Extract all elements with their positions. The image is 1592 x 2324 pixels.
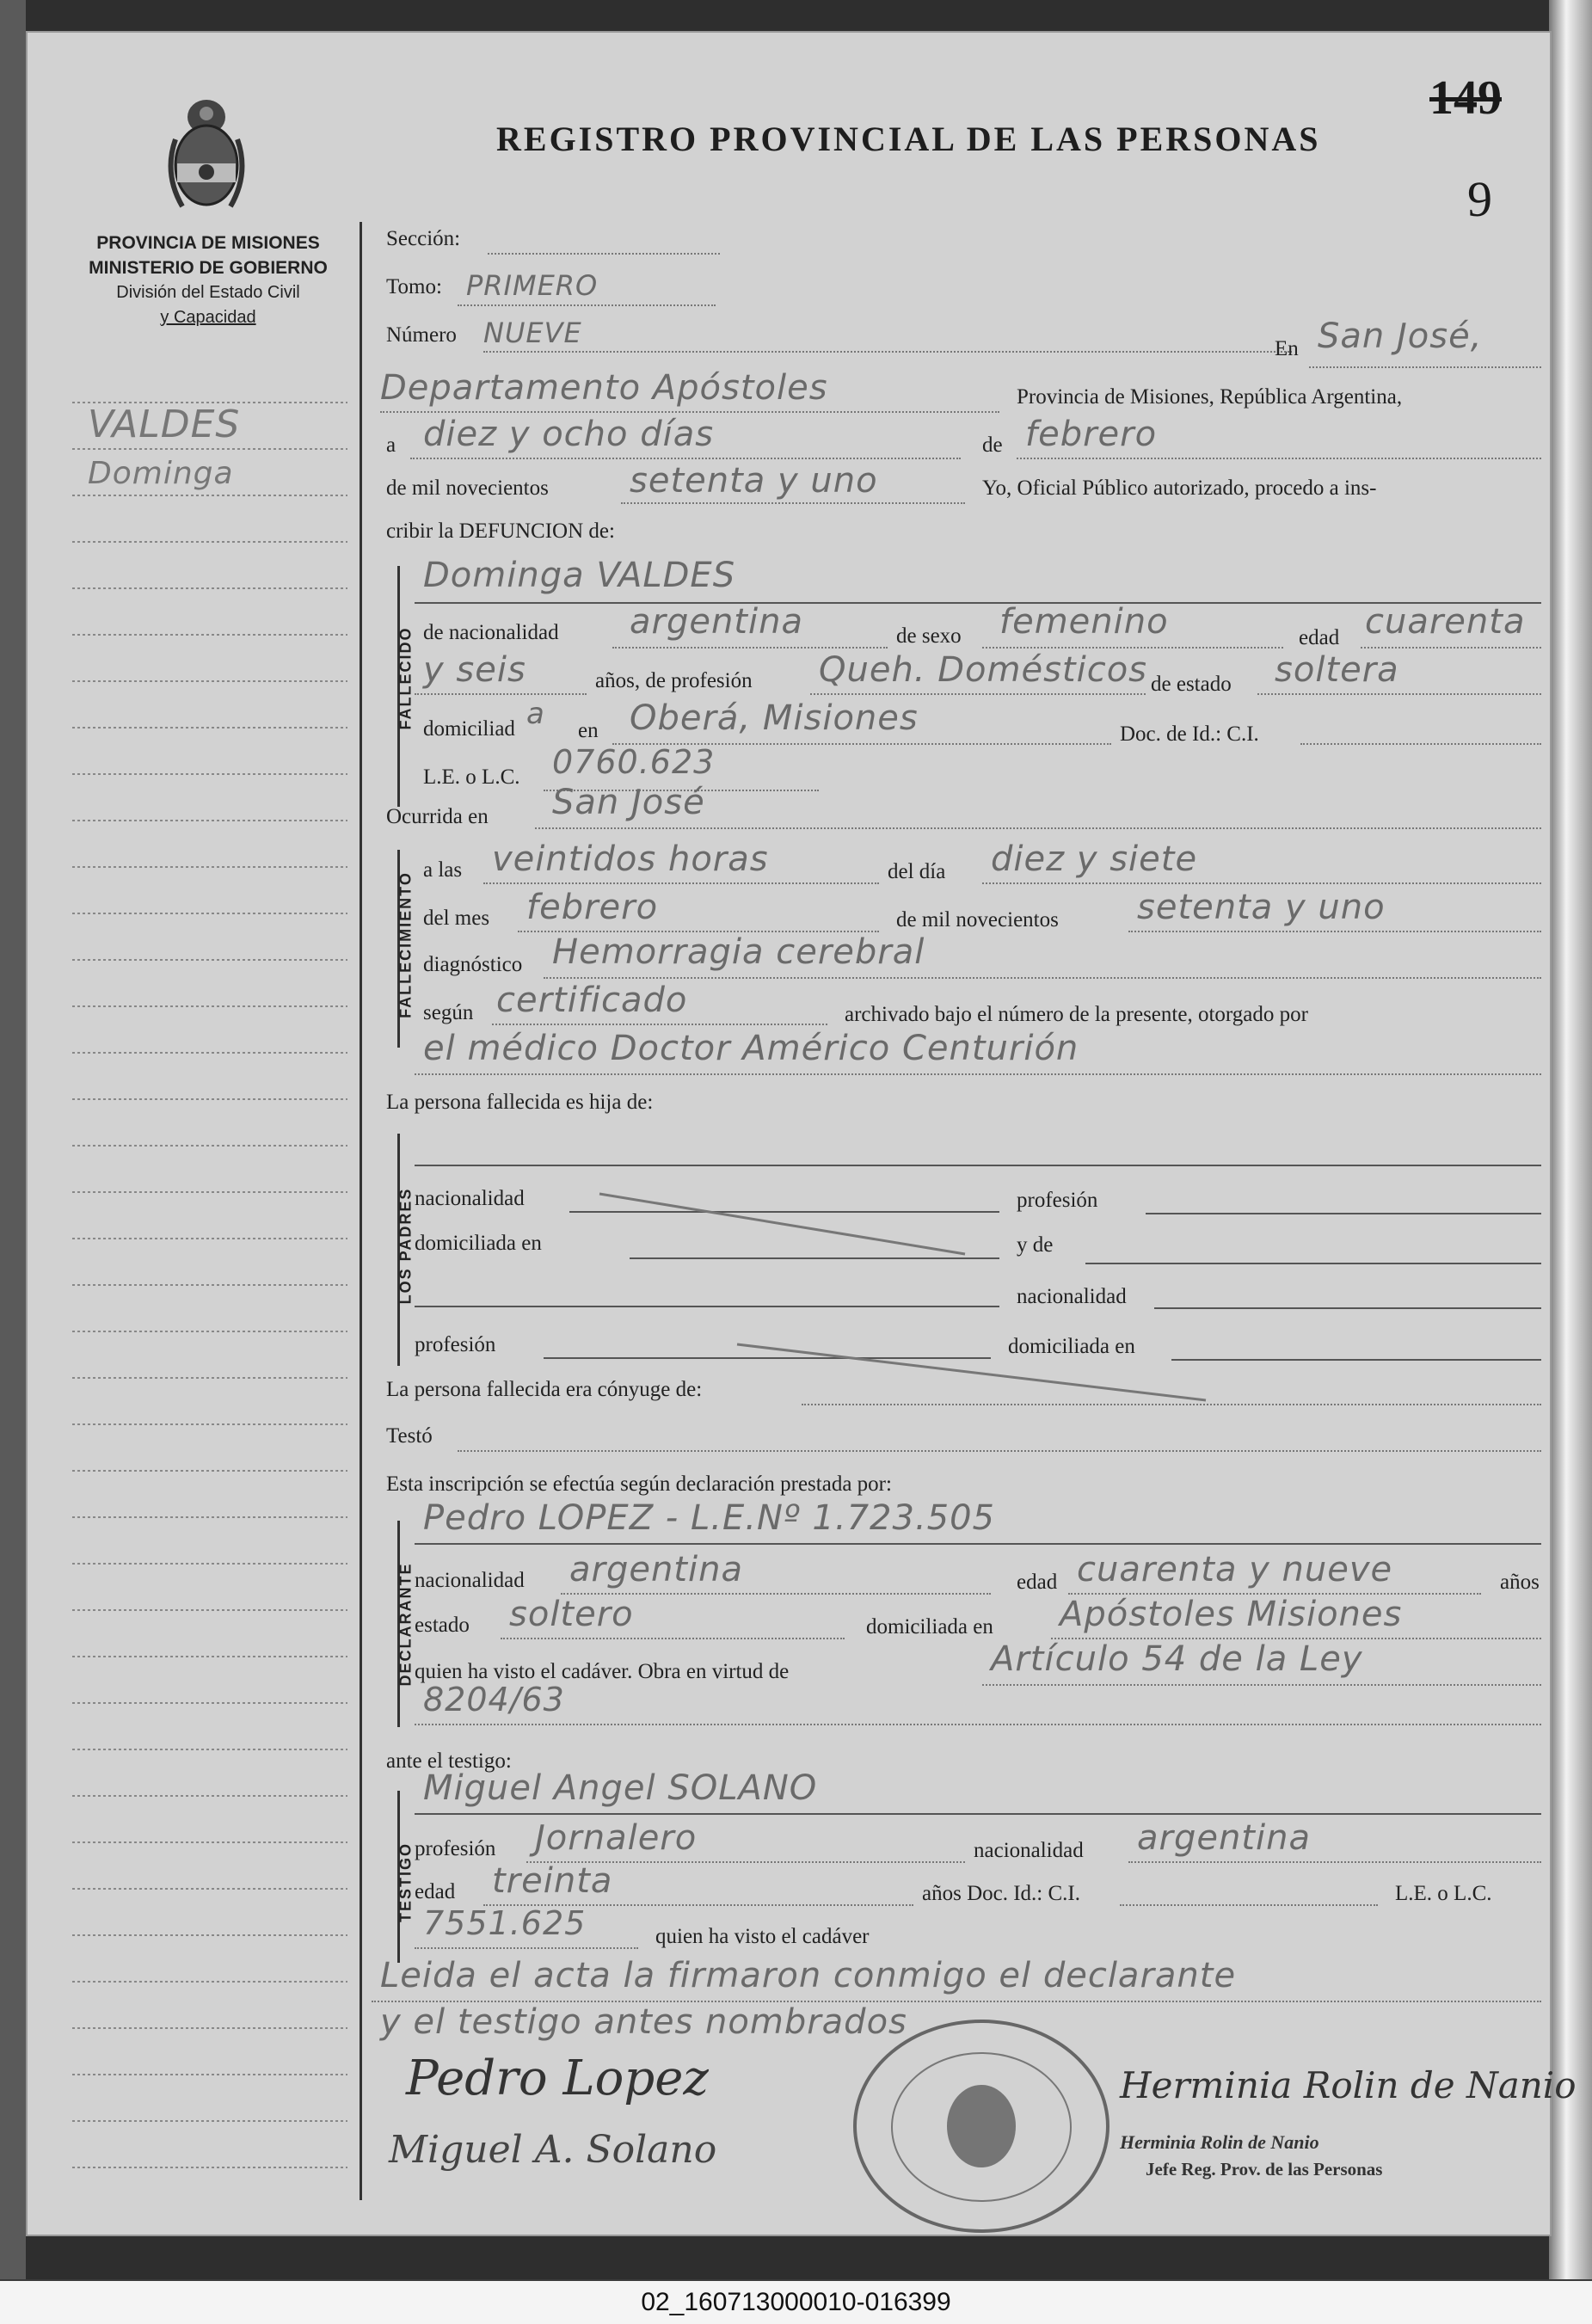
- label-cribir: cribir la DEFUNCION de:: [386, 520, 615, 543]
- line-nacionalidad: [612, 647, 888, 649]
- label-dec-estado: estado: [415, 1614, 470, 1637]
- value-edad2: y seis: [423, 650, 526, 690]
- line-tes-ci: [1120, 1904, 1378, 1906]
- margin-surname: VALDES: [88, 403, 241, 446]
- signature-declarante: Pedro Lopez: [406, 2050, 709, 2106]
- label-tes-anos: años Doc. Id.: C.I.: [922, 1882, 1080, 1905]
- label-segun: según: [423, 1001, 474, 1024]
- value-tes-edad: treinta: [492, 1861, 613, 1901]
- label-ante-testigo: ante el testigo:: [386, 1749, 512, 1773]
- value-ocurrida: San José: [552, 783, 705, 822]
- value-dec-nacionalidad: argentina: [569, 1550, 743, 1589]
- value-dec-domicilio: Apóstoles Misiones: [1060, 1595, 1403, 1634]
- label-seccion: Sección:: [386, 227, 461, 250]
- label-de-estado: de estado: [1151, 673, 1232, 696]
- label-hija-de: La persona fallecida es hija de:: [386, 1091, 654, 1114]
- line-padre-profesion: [1146, 1213, 1541, 1214]
- value-anio-fallec: setenta y uno: [1137, 888, 1386, 927]
- section-fallecimiento: FALLECIMIENTO: [396, 871, 415, 1018]
- folio-number: 9: [1467, 171, 1492, 227]
- official-name: Herminia Rolin de Nanio: [1120, 2131, 1319, 2153]
- line-dec-articulo: [982, 1684, 1541, 1686]
- label-testo: Testó: [386, 1424, 433, 1448]
- seal-emblem-icon: [938, 2079, 1024, 2173]
- label-tes-edad: edad: [415, 1880, 456, 1903]
- closing-line-1: Leida el acta la firmaron conmigo el declarante: [380, 1956, 1237, 1995]
- section-fallecido: FALLECIDO: [396, 626, 415, 730]
- line-dec-estado: [501, 1638, 845, 1639]
- label-madre-domiciliada: domiciliada en: [1008, 1335, 1135, 1358]
- value-domicilio: Oberá, Misiones: [630, 698, 919, 738]
- line-testigo: [415, 1813, 1541, 1815]
- label-dec-nacionalidad: nacionalidad: [415, 1569, 525, 1592]
- line-padre-nombre: [415, 1165, 1541, 1166]
- value-diagnostico: Hemorragia cerebral: [552, 932, 925, 972]
- signature-oficial: Herminia Rolin de Nanio: [1120, 2064, 1577, 2106]
- line-madre-nombre: [1085, 1263, 1541, 1264]
- line-tes-lc: [415, 1947, 638, 1949]
- line-estado: [1257, 693, 1541, 695]
- signature-testigo: Miguel A. Solano: [389, 2128, 717, 2172]
- value-declarante: Pedro LOPEZ - L.E.Nº 1.723.505: [423, 1498, 995, 1538]
- line-profesion: [810, 693, 1146, 695]
- value-hora: veintidos horas: [492, 839, 769, 879]
- label-dec-anos: años: [1500, 1571, 1540, 1594]
- label-inscripcion: Esta inscripción se efectúa según declaración prestada por:: [386, 1472, 892, 1496]
- label-en: En: [1275, 337, 1299, 360]
- label-a: a: [386, 433, 396, 457]
- death-certificate-page: [26, 31, 1577, 2236]
- label-anos-profesion: años, de profesión: [595, 669, 753, 692]
- label-diagnostico: diagnóstico: [423, 953, 523, 976]
- label-dec-domiciliada: domiciliada en: [866, 1615, 993, 1638]
- label-doc-id: Doc. de Id.: C.I.: [1120, 722, 1259, 746]
- value-nacionalidad: argentina: [630, 602, 803, 642]
- line-declarante: [415, 1543, 1541, 1545]
- label-padre-domiciliada: domiciliada en: [415, 1232, 542, 1255]
- label-a-las: a las: [423, 858, 463, 882]
- line-ocurrida: [535, 827, 1541, 829]
- line-padres-blank: [415, 1306, 999, 1307]
- label-de-mil2: de mil novecientos: [896, 908, 1059, 931]
- value-segun: certificado: [496, 981, 688, 1020]
- coat-of-arms-icon: [163, 88, 249, 217]
- line-edad2: [415, 693, 587, 695]
- label-de-nacionalidad: de nacionalidad: [423, 621, 559, 644]
- label-archivado: archivado bajo el número de la presente, otorgado por: [845, 1003, 1308, 1026]
- line-en: [1309, 366, 1541, 368]
- book-spine: [0, 0, 26, 2279]
- value-numero: NUEVE: [483, 317, 582, 349]
- value-testigo: Miguel Angel SOLANO: [423, 1768, 818, 1808]
- label-de: de: [982, 433, 1003, 457]
- department-block: [62, 231, 354, 330]
- label-madre-profesion: profesión: [415, 1333, 496, 1356]
- line-tomo: [458, 304, 716, 306]
- line-edad: [1361, 647, 1541, 649]
- label-padre-profesion: profesión: [1017, 1189, 1098, 1212]
- value-dec-edad: cuarenta y nueve: [1077, 1550, 1393, 1589]
- line-dec-ley: [415, 1724, 1541, 1725]
- value-mes: febrero: [1025, 415, 1158, 454]
- closing-line-2: y el testigo antes nombrados: [380, 2002, 907, 2042]
- label-tes-profesion: profesión: [415, 1837, 496, 1860]
- value-dia: diez y ocho días: [423, 415, 715, 454]
- crossout-line-1: [595, 1185, 974, 1263]
- value-lc: 0760.623: [552, 743, 716, 781]
- margin-divider: [360, 222, 362, 2200]
- line-anio: [621, 502, 965, 504]
- dept-province: PROVINCIA DE MISIONES: [96, 233, 320, 253]
- label-yo: Yo, Oficial Público autorizado, procedo a ins-: [982, 476, 1377, 500]
- line-dia: [410, 458, 961, 459]
- value-medico: el médico Doctor Américo Centurión: [423, 1029, 1079, 1068]
- page-edge: [1549, 0, 1592, 2279]
- line-anio-fallec: [1128, 931, 1541, 932]
- value-estado: soltera: [1275, 650, 1399, 690]
- line-numero: [483, 351, 1292, 353]
- label-tes-le: L.E. o L.C.: [1395, 1882, 1492, 1905]
- label-provincia: Provincia de Misiones, República Argentina,: [1017, 385, 1403, 409]
- label-domiciliad: domiciliad: [423, 717, 515, 741]
- label-ocurrida: Ocurrida en: [386, 805, 489, 828]
- value-tes-profesion: Jornalero: [535, 1818, 698, 1858]
- label-sexo: de sexo: [896, 624, 962, 648]
- line-segun: [492, 1024, 827, 1025]
- value-en: San José,: [1318, 317, 1483, 356]
- value-tomo: PRIMERO: [466, 269, 599, 302]
- label-le-lc: L.E. o L.C.: [423, 765, 520, 789]
- value-tes-lc: 7551.625: [423, 1904, 587, 1942]
- dept-division: División del Estado Civil: [116, 283, 300, 302]
- image-caption: 02_160713000010-016399: [0, 2281, 1592, 2324]
- crossout-line-2: [733, 1340, 1214, 1409]
- margin-given-name: Dominga: [88, 456, 234, 491]
- value-profesion: Queh. Domésticos: [819, 650, 1148, 690]
- line-seccion: [488, 253, 720, 255]
- value-edad: cuarenta: [1365, 602, 1526, 642]
- label-en2: en: [578, 719, 599, 742]
- line-tes-nacionalidad: [1128, 1861, 1541, 1863]
- label-conyuge: La persona fallecida era cónyuge de:: [386, 1378, 703, 1401]
- value-dia-fallec: diez y siete: [991, 839, 1198, 879]
- line-madre-nacionalidad: [1154, 1307, 1541, 1309]
- label-del-mes: del mes: [423, 907, 490, 930]
- value-domicilio-suffix: a: [526, 697, 545, 731]
- label-tes-nacionalidad: nacionalidad: [974, 1839, 1084, 1862]
- value-mes-fallec: febrero: [526, 888, 659, 927]
- label-tes-visto: quien ha visto el cadáver: [655, 1925, 870, 1948]
- value-dec-estado: soltero: [509, 1595, 634, 1634]
- line-medico: [415, 1073, 1541, 1075]
- line-madre-domicilio: [1171, 1359, 1541, 1361]
- line-hora: [483, 882, 879, 884]
- page-title: REGISTRO PROVINCIAL DE LAS PERSONAS: [496, 120, 1321, 158]
- value-departamento: Departamento Apóstoles: [380, 368, 828, 408]
- label-padre-nacionalidad: nacionalidad: [415, 1187, 525, 1210]
- label-edad: edad: [1299, 626, 1340, 649]
- value-dec-articulo: Artículo 54 de la Ley: [991, 1639, 1363, 1679]
- value-dec-ley: 8204/63: [423, 1681, 565, 1718]
- label-del-dia: del día: [888, 860, 946, 883]
- dept-capacity: y Capacidad: [160, 308, 256, 327]
- section-declarante: DECLARANTE: [396, 1562, 415, 1687]
- label-numero: Número: [386, 323, 457, 347]
- value-tes-nacionalidad: argentina: [1137, 1818, 1311, 1858]
- official-seal-stamp: [853, 2020, 1109, 2233]
- value-anio: setenta y uno: [630, 461, 878, 501]
- label-y-de: y de: [1017, 1233, 1054, 1257]
- label-de-mil: de mil novecientos: [386, 476, 549, 500]
- line-testo: [458, 1450, 1541, 1452]
- label-quien-visto: quien ha visto el cadáver. Obra en virtud de: [415, 1660, 790, 1683]
- section-padres: LOS PADRES: [396, 1187, 415, 1305]
- margin-ruled-lines: [72, 394, 347, 2183]
- label-dec-edad: edad: [1017, 1571, 1058, 1594]
- value-sexo: femenino: [999, 602, 1169, 642]
- line-diagnostico: [544, 977, 1541, 979]
- line-mes: [1017, 458, 1541, 459]
- dept-ministry: MINISTERIO DE GOBIERNO: [89, 258, 328, 278]
- section-testigo: TESTIGO: [396, 1842, 415, 1923]
- line-conyuge: [802, 1404, 1541, 1405]
- value-nombre: Dominga VALDES: [423, 556, 736, 595]
- line-sexo: [982, 647, 1283, 649]
- line-dia-fallec: [982, 882, 1541, 884]
- line-doc-id: [1300, 743, 1541, 745]
- line-departamento: [380, 411, 999, 413]
- label-madre-nacionalidad: nacionalidad: [1017, 1285, 1127, 1308]
- label-tomo: Tomo:: [386, 275, 442, 298]
- folio-crossed: 149: [1429, 71, 1502, 125]
- official-title: Jefe Reg. Prov. de las Personas: [1146, 2159, 1383, 2180]
